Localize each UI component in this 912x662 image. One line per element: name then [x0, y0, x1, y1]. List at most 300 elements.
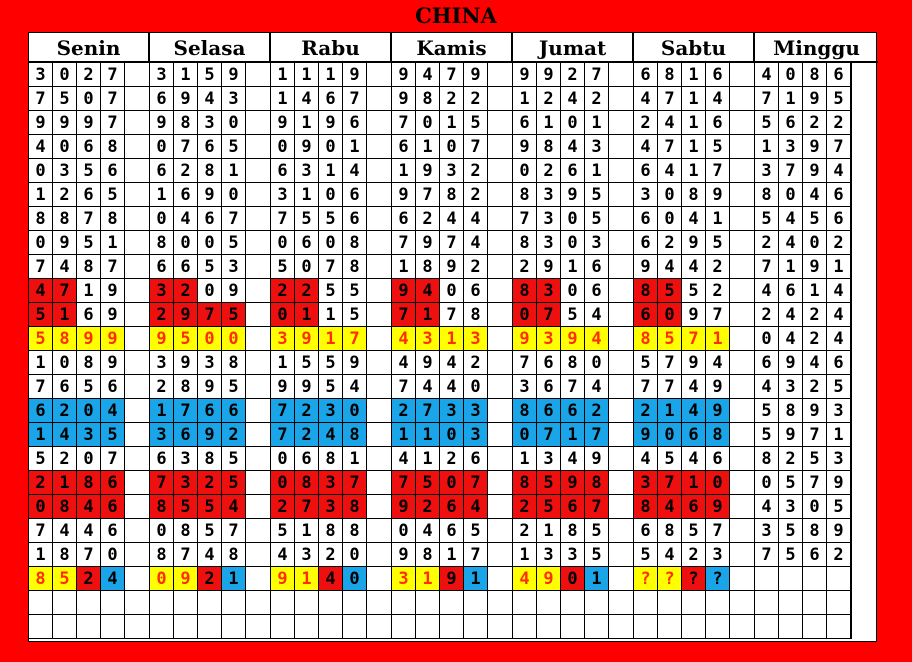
digit-cell: 6 — [174, 423, 198, 447]
digit-cell: 9 — [198, 423, 222, 447]
empty-cell — [730, 615, 755, 639]
digit-cell: 0 — [101, 543, 125, 567]
digit-cell: 7 — [343, 87, 367, 111]
digit-cell: 3 — [319, 399, 343, 423]
digit-cell: 0 — [29, 495, 53, 519]
digit-cell: 9 — [585, 447, 609, 471]
digit-cell: 6 — [827, 207, 851, 231]
digit-cell: 7 — [464, 543, 488, 567]
digit-cell: 9 — [174, 351, 198, 375]
digit-cell: 1 — [416, 135, 440, 159]
digit-cell: 4 — [682, 447, 706, 471]
digit-cell: 3 — [537, 447, 561, 471]
empty-cell — [730, 447, 755, 471]
empty-cell — [609, 351, 634, 375]
empty-cell — [730, 183, 755, 207]
digit-cell: 5 — [174, 495, 198, 519]
empty-cell — [246, 207, 271, 231]
digit-cell — [537, 615, 561, 639]
digit-cell: 7 — [29, 375, 53, 399]
empty-cell — [609, 159, 634, 183]
digit-cell: 5 — [706, 135, 730, 159]
digit-cell: 1 — [343, 135, 367, 159]
digit-cell: 2 — [198, 567, 222, 591]
digit-cell: 8 — [101, 135, 125, 159]
digit-cell: 4 — [392, 447, 416, 471]
digit-cell: 3 — [150, 279, 174, 303]
digit-cell: 7 — [537, 423, 561, 447]
digit-cell: 9 — [392, 279, 416, 303]
digit-cell: 5 — [755, 423, 779, 447]
number-table — [28, 32, 877, 642]
empty-cell — [730, 63, 755, 87]
empty-cell — [246, 591, 271, 615]
digit-cell: 2 — [174, 279, 198, 303]
digit-cell: 6 — [585, 255, 609, 279]
digit-cell: 0 — [271, 303, 295, 327]
digit-cell: 5 — [319, 279, 343, 303]
digit-cell: 9 — [440, 567, 464, 591]
empty-cell — [730, 135, 755, 159]
digit-cell: 4 — [658, 543, 682, 567]
digit-cell: 6 — [827, 63, 851, 87]
digit-cell — [77, 591, 101, 615]
digit-cell: 7 — [29, 255, 53, 279]
digit-cell: 4 — [803, 183, 827, 207]
digit-cell: 3 — [537, 231, 561, 255]
empty-cell — [488, 207, 513, 231]
empty-cell — [246, 399, 271, 423]
empty-cell — [125, 231, 150, 255]
empty-cell — [125, 519, 150, 543]
digit-cell: 2 — [198, 471, 222, 495]
empty-cell — [125, 615, 150, 639]
empty-cell — [851, 87, 852, 111]
digit-cell: 6 — [343, 111, 367, 135]
digit-cell: 9 — [706, 495, 730, 519]
digit-cell: 1 — [53, 471, 77, 495]
digit-cell: 4 — [53, 519, 77, 543]
digit-cell — [416, 591, 440, 615]
empty-cell — [609, 255, 634, 279]
empty-cell — [488, 135, 513, 159]
empty-cell — [246, 87, 271, 111]
digit-cell: 9 — [174, 567, 198, 591]
empty-cell — [246, 303, 271, 327]
digit-cell: 9 — [803, 135, 827, 159]
empty-cell — [367, 519, 392, 543]
digit-cell: 0 — [222, 183, 246, 207]
digit-cell: 3 — [440, 159, 464, 183]
digit-cell: 0 — [29, 159, 53, 183]
digit-cell — [464, 591, 488, 615]
digit-cell: 8 — [29, 567, 53, 591]
digit-cell — [755, 591, 779, 615]
digit-cell: 7 — [585, 495, 609, 519]
digit-cell: 5 — [53, 87, 77, 111]
day-header-minggu: Minggu — [773, 36, 860, 60]
digit-cell: 1 — [150, 183, 174, 207]
digit-cell — [222, 615, 246, 639]
digit-cell: 9 — [803, 399, 827, 423]
digit-cell: 5 — [803, 447, 827, 471]
digit-cell: 3 — [392, 567, 416, 591]
digit-cell: 6 — [77, 303, 101, 327]
empty-cell — [730, 231, 755, 255]
empty-cell — [125, 567, 150, 591]
digit-cell: 4 — [464, 207, 488, 231]
digit-cell: 0 — [706, 471, 730, 495]
digit-cell: 9 — [416, 231, 440, 255]
digit-cell: 9 — [295, 375, 319, 399]
digit-cell: 3 — [319, 471, 343, 495]
digit-cell: 7 — [101, 111, 125, 135]
digit-cell: 1 — [295, 567, 319, 591]
digit-cell — [827, 567, 851, 591]
digit-cell: 6 — [779, 279, 803, 303]
digit-cell — [440, 591, 464, 615]
digit-cell: 9 — [537, 255, 561, 279]
digit-cell: 8 — [658, 63, 682, 87]
digit-cell: 1 — [827, 255, 851, 279]
digit-cell: 2 — [827, 231, 851, 255]
digit-cell: 4 — [440, 375, 464, 399]
digit-cell: 5 — [222, 375, 246, 399]
digit-cell: 8 — [803, 63, 827, 87]
digit-cell: 1 — [706, 327, 730, 351]
empty-cell — [367, 567, 392, 591]
digit-cell: 7 — [803, 471, 827, 495]
digit-cell: 0 — [53, 351, 77, 375]
digit-cell: 9 — [416, 351, 440, 375]
digit-cell: 1 — [295, 63, 319, 87]
empty-cell — [851, 207, 852, 231]
digit-cell: 6 — [561, 159, 585, 183]
digit-cell: 9 — [827, 471, 851, 495]
digit-cell: 9 — [682, 303, 706, 327]
digit-cell: 7 — [440, 303, 464, 327]
digit-cell — [392, 591, 416, 615]
digit-cell: 5 — [585, 207, 609, 231]
digit-cell: 8 — [150, 495, 174, 519]
digit-cell: 7 — [658, 135, 682, 159]
digit-cell: 7 — [561, 375, 585, 399]
digit-cell: 1 — [561, 255, 585, 279]
digit-cell: 6 — [634, 159, 658, 183]
digit-cell: 4 — [53, 255, 77, 279]
empty-cell — [246, 423, 271, 447]
digit-cell: 1 — [513, 543, 537, 567]
digit-cell: 2 — [440, 87, 464, 111]
digit-cell: 4 — [561, 135, 585, 159]
digit-cell: 7 — [537, 303, 561, 327]
empty-cell — [730, 159, 755, 183]
empty-cell — [730, 207, 755, 231]
digit-cell: 5 — [658, 327, 682, 351]
digit-cell: 1 — [271, 63, 295, 87]
digit-cell: 7 — [101, 63, 125, 87]
empty-cell — [367, 591, 392, 615]
digit-cell: 5 — [319, 351, 343, 375]
digit-cell: 5 — [198, 63, 222, 87]
digit-cell: 1 — [392, 159, 416, 183]
digit-cell: 4 — [392, 351, 416, 375]
empty-cell — [488, 351, 513, 375]
digit-cell — [706, 591, 730, 615]
empty-cell — [488, 423, 513, 447]
digit-cell: 2 — [513, 495, 537, 519]
digit-cell — [198, 591, 222, 615]
digit-cell: 3 — [464, 399, 488, 423]
digit-cell: 6 — [77, 183, 101, 207]
digit-cell: 1 — [416, 423, 440, 447]
digit-cell — [634, 615, 658, 639]
empty-cell — [125, 543, 150, 567]
digit-cell: 0 — [513, 159, 537, 183]
digit-cell: 3 — [464, 423, 488, 447]
digit-cell: 6 — [803, 543, 827, 567]
digit-cell: 6 — [440, 495, 464, 519]
digit-cell: 9 — [198, 183, 222, 207]
digit-cell: 0 — [464, 375, 488, 399]
digit-cell — [803, 591, 827, 615]
digit-cell: 1 — [682, 471, 706, 495]
digit-cell — [101, 615, 125, 639]
digit-cell — [561, 615, 585, 639]
empty-cell — [851, 183, 852, 207]
digit-cell: 6 — [682, 423, 706, 447]
empty-cell — [609, 303, 634, 327]
digit-cell: 9 — [101, 303, 125, 327]
digit-cell: 0 — [271, 135, 295, 159]
empty-cell — [125, 111, 150, 135]
digit-cell: 2 — [706, 255, 730, 279]
digit-cell: 2 — [585, 399, 609, 423]
digit-cell: 4 — [827, 303, 851, 327]
digit-cell: 9 — [101, 351, 125, 375]
digit-cell — [827, 591, 851, 615]
empty-cell — [125, 207, 150, 231]
digit-cell: 1 — [416, 447, 440, 471]
digit-cell: 8 — [77, 351, 101, 375]
digit-cell: 9 — [101, 327, 125, 351]
digit-cell: 6 — [343, 207, 367, 231]
empty-cell — [851, 399, 852, 423]
digit-cell: 9 — [392, 87, 416, 111]
day-header-senin: Senin — [29, 33, 150, 61]
empty-cell — [488, 63, 513, 87]
digit-cell: 1 — [585, 159, 609, 183]
digit-cell — [585, 591, 609, 615]
digit-cell: 1 — [658, 399, 682, 423]
empty-cell — [488, 111, 513, 135]
digit-cell: 8 — [513, 231, 537, 255]
empty-cell — [367, 255, 392, 279]
digit-cell: 4 — [682, 255, 706, 279]
digit-cell: 3 — [706, 543, 730, 567]
digit-cell: 8 — [77, 471, 101, 495]
digit-cell: 0 — [271, 447, 295, 471]
digit-cell: 4 — [827, 279, 851, 303]
digit-cell: 8 — [343, 423, 367, 447]
digit-cell: 9 — [343, 351, 367, 375]
digit-cell: 5 — [827, 87, 851, 111]
digit-cell: 2 — [755, 303, 779, 327]
digit-cell: 1 — [779, 87, 803, 111]
digit-cell: 8 — [343, 519, 367, 543]
digit-cell: 5 — [755, 399, 779, 423]
digit-cell: 9 — [295, 327, 319, 351]
digit-cell — [440, 615, 464, 639]
digit-cell: 9 — [198, 375, 222, 399]
digit-cell: 5 — [755, 111, 779, 135]
digit-cell: 5 — [343, 279, 367, 303]
digit-cell — [343, 615, 367, 639]
digit-cell: 6 — [561, 399, 585, 423]
digit-cell: 0 — [658, 183, 682, 207]
digit-cell: 8 — [343, 231, 367, 255]
digit-cell: 7 — [319, 255, 343, 279]
digit-cell: 2 — [295, 399, 319, 423]
digit-cell: 2 — [29, 471, 53, 495]
digit-cell: 9 — [682, 351, 706, 375]
digit-cell: 4 — [174, 207, 198, 231]
empty-cell — [367, 615, 392, 639]
digit-cell — [29, 615, 53, 639]
digit-cell: 4 — [827, 327, 851, 351]
empty-cell — [367, 279, 392, 303]
digit-cell: 0 — [150, 519, 174, 543]
digit-cell: 0 — [271, 231, 295, 255]
digit-cell: 5 — [271, 255, 295, 279]
digit-cell: 1 — [464, 567, 488, 591]
digit-cell: 0 — [561, 231, 585, 255]
digit-cell: 8 — [53, 327, 77, 351]
digit-cell: 6 — [198, 207, 222, 231]
digit-cell: 2 — [755, 231, 779, 255]
empty-cell — [609, 447, 634, 471]
digit-cell: 8 — [561, 519, 585, 543]
digit-cell: 0 — [803, 231, 827, 255]
digit-cell: 6 — [634, 231, 658, 255]
digit-cell: 6 — [706, 447, 730, 471]
digit-cell: 4 — [295, 87, 319, 111]
digit-cell — [29, 591, 53, 615]
digit-cell: 7 — [222, 207, 246, 231]
digit-cell: 5 — [755, 207, 779, 231]
empty-cell — [125, 423, 150, 447]
digit-cell: 5 — [77, 375, 101, 399]
digit-cell: 4 — [561, 87, 585, 111]
empty-cell — [367, 63, 392, 87]
digit-cell: 3 — [295, 159, 319, 183]
digit-cell: 4 — [658, 255, 682, 279]
empty-cell — [367, 351, 392, 375]
digit-cell: 1 — [706, 207, 730, 231]
digit-cell: 9 — [561, 327, 585, 351]
digit-cell: 0 — [561, 111, 585, 135]
day-header-sabtu: Sabtu — [634, 33, 755, 61]
digit-cell: 4 — [416, 279, 440, 303]
empty-cell — [125, 375, 150, 399]
empty-cell — [488, 471, 513, 495]
digit-cell: 4 — [513, 567, 537, 591]
digit-cell: 2 — [77, 63, 101, 87]
digit-cell: 5 — [585, 519, 609, 543]
digit-cell: 7 — [174, 135, 198, 159]
digit-cell: 5 — [634, 351, 658, 375]
digit-cell: 7 — [101, 255, 125, 279]
digit-cell — [779, 591, 803, 615]
empty-cell — [246, 543, 271, 567]
digit-cell: 6 — [706, 63, 730, 87]
empty-cell — [851, 279, 852, 303]
digit-cell: 4 — [827, 159, 851, 183]
digit-cell: 4 — [658, 495, 682, 519]
digit-cell: 2 — [706, 279, 730, 303]
digit-cell: 5 — [271, 519, 295, 543]
digit-cell: 7 — [658, 351, 682, 375]
digit-cell: 4 — [706, 351, 730, 375]
digit-cell: 8 — [682, 183, 706, 207]
digit-cell: 8 — [585, 471, 609, 495]
digit-cell: 4 — [755, 279, 779, 303]
digit-cell: 1 — [271, 87, 295, 111]
digit-cell: 1 — [682, 159, 706, 183]
digit-cell — [101, 591, 125, 615]
digit-cell — [150, 591, 174, 615]
digit-cell: 1 — [101, 231, 125, 255]
digit-cell: 1 — [682, 63, 706, 87]
empty-cell — [730, 591, 755, 615]
digit-cell — [77, 615, 101, 639]
digit-cell: 1 — [682, 135, 706, 159]
digit-cell: 5 — [29, 303, 53, 327]
digit-cell: 5 — [319, 207, 343, 231]
digit-cell: 9 — [392, 495, 416, 519]
digit-cell: 1 — [53, 303, 77, 327]
empty-cell — [730, 495, 755, 519]
digit-cell: 7 — [513, 351, 537, 375]
digit-cell: 0 — [198, 231, 222, 255]
empty-cell — [246, 183, 271, 207]
digit-cell: 3 — [319, 495, 343, 519]
empty-cell — [246, 63, 271, 87]
digit-cell: 1 — [222, 567, 246, 591]
digit-cell — [634, 591, 658, 615]
digit-cell: 6 — [29, 399, 53, 423]
digit-cell — [319, 591, 343, 615]
digit-cell: 3 — [29, 63, 53, 87]
empty-cell — [609, 207, 634, 231]
digit-cell: 4 — [585, 375, 609, 399]
digit-cell: 3 — [827, 447, 851, 471]
digit-cell: 5 — [803, 207, 827, 231]
digit-cell: 7 — [150, 471, 174, 495]
digit-cell: 9 — [827, 519, 851, 543]
digit-cell: 2 — [464, 255, 488, 279]
empty-cell — [246, 447, 271, 471]
empty-cell — [367, 543, 392, 567]
digit-cell: 6 — [779, 111, 803, 135]
digit-cell: 4 — [561, 447, 585, 471]
digit-cell: 4 — [755, 63, 779, 87]
digit-cell: 1 — [585, 111, 609, 135]
digit-cell: 3 — [174, 471, 198, 495]
digit-cell: 0 — [319, 135, 343, 159]
digit-cell: 5 — [77, 231, 101, 255]
digit-cell: 7 — [343, 471, 367, 495]
